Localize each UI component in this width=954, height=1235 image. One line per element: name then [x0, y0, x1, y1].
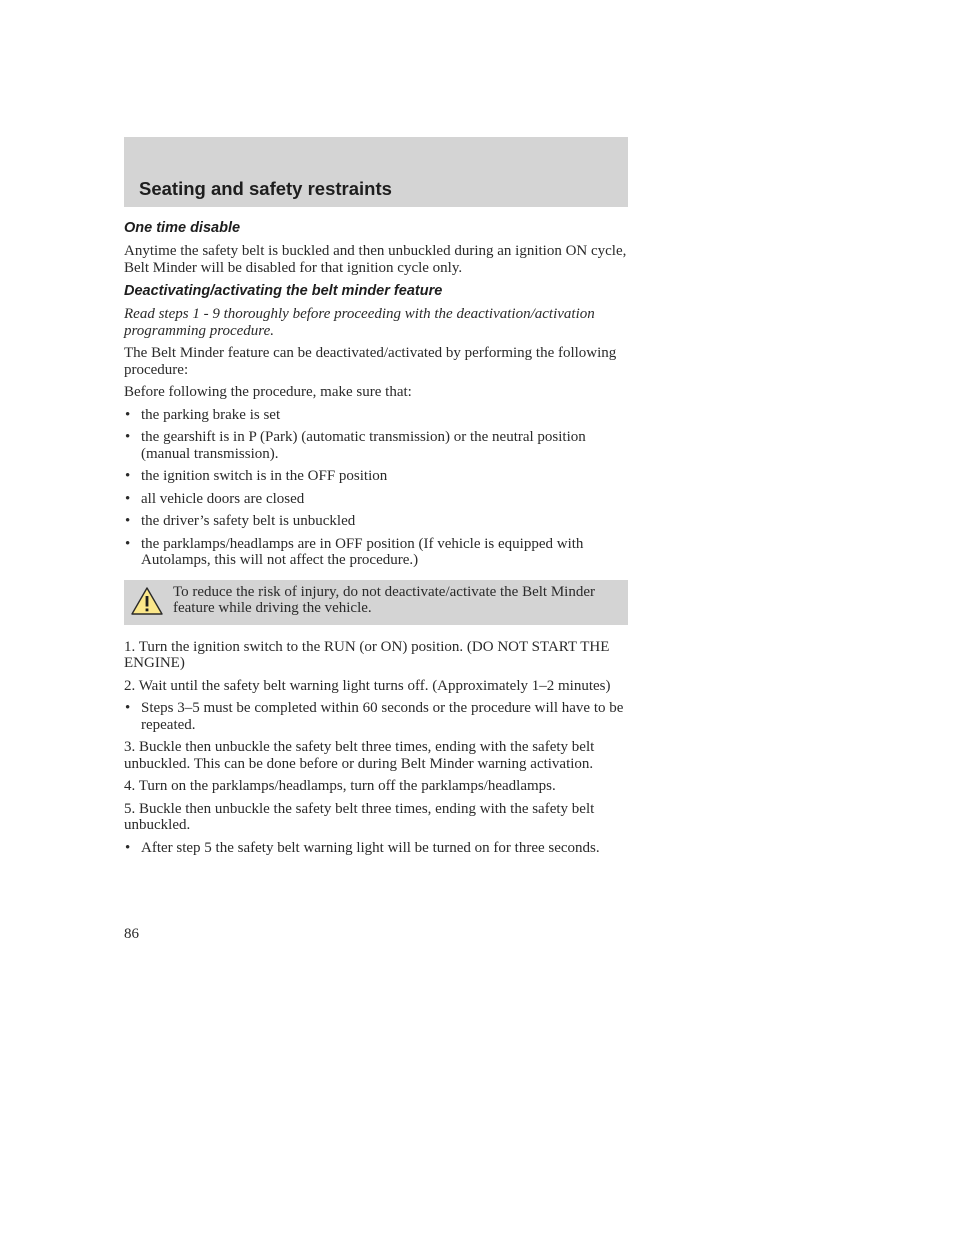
list-item: • the gearshift is in P (Park) (automatic transmission) or the neutral position (manual transmission).	[124, 429, 628, 462]
step-3: 3. Buckle then unbuckle the safety belt three times, ending with the safety belt unbuckled. This can be done before or during Belt Minder warning activation.	[124, 739, 595, 772]
list-item: • all vehicle doors are closed	[124, 491, 628, 508]
step-4: 4. Turn on the parklamps/headlamps, turn off the parklamps/headlamps.	[124, 778, 556, 794]
warning-box	[124, 580, 628, 625]
page-number: 86	[124, 926, 139, 942]
one-time-disable-heading: One time disable	[124, 220, 241, 236]
section-title: Seating and safety restraints	[139, 178, 392, 199]
step-1: 1. Turn the ignition switch to the RUN (or ON) position. (DO NOT START THE ENGINE)	[124, 638, 610, 671]
deactivating-heading: Deactivating/activating the belt minder feature	[124, 283, 443, 299]
list-item: • the ignition switch is in the OFF position	[124, 468, 628, 485]
step-2-notes	[124, 700, 628, 733]
warning-text: To reduce the risk of injury, do not deactivate/activate the Belt Minder feature while driving the vehicle.	[173, 583, 595, 616]
before-procedure-text: Before following the procedure, make sure that:	[124, 384, 412, 400]
step-2: 2. Wait until the safety belt warning light turns off. (Approximately 1–2 minutes)	[124, 677, 611, 694]
list-item: • Steps 3–5 must be completed within 60 seconds or the procedure will have to be repeated.	[124, 700, 628, 733]
list-item: • After step 5 the safety belt warning light will be turned on for three seconds.	[124, 840, 628, 857]
list-item: • the driver’s safety belt is unbuckled	[124, 513, 628, 530]
list-item: • the parking brake is set	[124, 407, 628, 424]
page-content	[124, 219, 628, 862]
step-5-notes	[124, 840, 628, 857]
one-time-disable-text: Anytime the safety belt is buckled and then unbuckled during an ignition ON cycle, Belt Minder will be disabled for that ignition cycle only.	[124, 243, 627, 276]
precondition-list	[124, 407, 628, 569]
warning-triangle-icon	[130, 586, 164, 616]
list-item: • the parklamps/headlamps are in OFF position (If vehicle is equipped with Autolamps, this will not affect the procedure.)	[124, 536, 628, 569]
read-steps-note: Read steps 1 - 9 thoroughly before proceeding with the deactivation/activation programming procedure.	[124, 306, 595, 339]
procedure-intro: The Belt Minder feature can be deactivated/activated by performing the following procedure:	[124, 345, 617, 378]
section-header-band	[124, 137, 628, 207]
step-5: 5. Buckle then unbuckle the safety belt three times, ending with the safety belt unbuckled.	[124, 800, 595, 833]
